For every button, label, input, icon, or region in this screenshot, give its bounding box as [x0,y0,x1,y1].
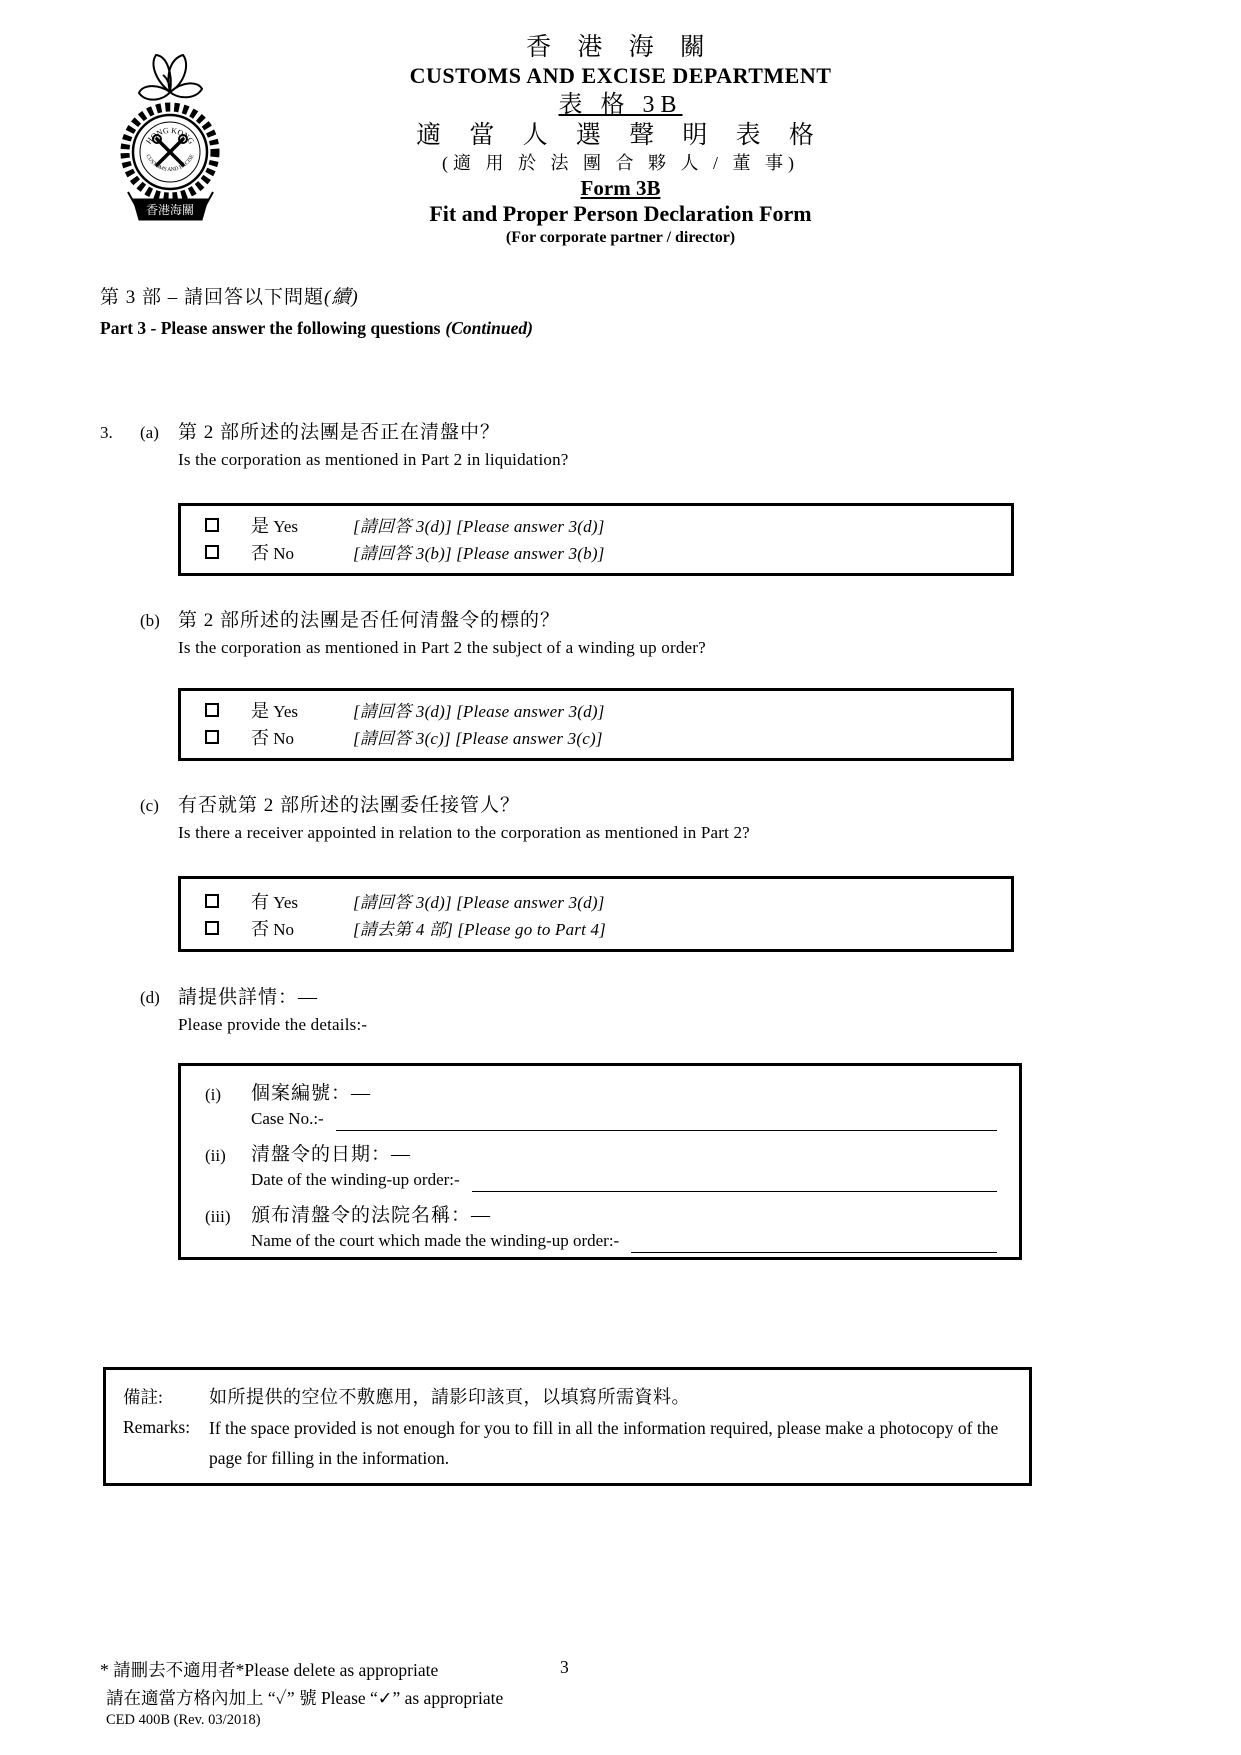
checkbox-3b-yes[interactable] [205,703,219,717]
checkbox-3c-yes[interactable] [205,894,219,908]
question-3d-label: (d) [140,988,160,1007]
logo-arc-bottom-text: CUSTOMS AND EXCISE [144,153,196,174]
question-3a [100,419,980,473]
form-reference: CED 400B (Rev. 03/2018) [106,1712,261,1728]
part3-heading [100,283,533,343]
option-3c-no: 否 No [請去第 4 部] [Please go to Part 4] [181,916,1011,943]
question-3a-zh: 第 2 部所述的法團是否正在清盤中？ [178,422,501,443]
option-3c-yes: 有 Yes [請回答 3(d)] [Please answer 3(d)] [181,889,1011,916]
question-number: 3. [100,423,113,442]
answer-box-3c [178,876,1014,952]
court-name-input[interactable] [631,1232,997,1253]
court-name-label-en: Name of the court which made the winding-up order:- [251,1231,620,1250]
form-header [0,34,1241,249]
question-3c-label: (c) [140,796,159,815]
row-number: (ii) [205,1146,226,1165]
remarks-label-en: Remarks: [123,1417,191,1437]
row-number: (i) [205,1085,222,1104]
footnote-delete: * 請刪去不適用者*Please delete as appropriate [100,1660,439,1680]
details-row-court-name [205,1203,997,1253]
question-3b-label: (b) [140,611,160,630]
question-3d-en: Please provide the details:- [178,1015,368,1034]
page-number: 3 [560,1657,569,1677]
checkbox-3c-no[interactable] [205,921,219,935]
case-no-label-zh: 個案編號：— [251,1083,372,1104]
question-3c-en: Is there a receiver appointed in relation to the corporation as mentioned in Part 2? [178,823,750,842]
question-3a-en: Is the corporation as mentioned in Part 2 in liquidation? [178,450,569,469]
logo-arc-top-text: HONG KONG [144,125,196,146]
answer-box-3a [178,503,1014,576]
option-3a-no: 否 No [請回答 3(b)] [Please answer 3(b)] [181,540,1011,567]
question-3d-zh: 請提供詳情：— [178,987,319,1008]
remarks-box [103,1367,1032,1486]
dept-name-zh: 香 港 海 關 [526,34,715,61]
form-title-zh: 適 當 人 選 聲 明 表 格 [416,122,825,149]
question-3a-label: (a) [140,423,159,442]
form-number-zh: 表 格 3B [558,92,683,118]
remarks-text-en: If the space provided is not enough for you to fill in all the information required, please make a photocopy of the page for filling in the information. [209,1418,999,1468]
form-subtitle-zh: (適 用 於 法 團 合 夥 人 / 董 事) [442,153,799,173]
checkbox-3b-no[interactable] [205,730,219,744]
form-title-en: Fit and Proper Person Declaration Form [429,201,812,226]
footnote-tick: 請在適當方格內加上 “✓” 號 Please “✓” as appropriate [106,1688,504,1708]
winding-up-date-input[interactable] [472,1171,997,1192]
order-date-label-en: Date of the winding-up order:- [251,1170,460,1189]
court-name-label-zh: 頒布清盤令的法院名稱：— [251,1205,492,1226]
part3-heading-zh: 第 3 部 – 請回答以下問題(續) [100,287,359,308]
checkbox-3a-no[interactable] [205,545,219,559]
form-subtitle-en: (For corporate partner / director) [505,229,736,246]
case-no-input[interactable] [336,1110,997,1131]
details-row-case-no [205,1081,997,1131]
order-date-label-zh: 清盤令的日期：— [251,1144,412,1165]
option-3a-yes: 是 Yes [請回答 3(d)] [Please answer 3(d)] [181,513,1011,540]
answer-box-3b [178,688,1014,761]
question-3b-en: Is the corporation as mentioned in Part 2 the subject of a winding up order? [178,638,706,657]
details-box [178,1063,1022,1260]
remarks-label-zh: 備註: [123,1387,163,1407]
option-3b-no: 否 No [請回答 3(c)] [Please answer 3(c)] [181,725,1011,752]
remarks-text-zh: 如所提供的空位不敷應用，請影印該頁，以填寫所需資料。 [209,1387,690,1407]
dept-name-en: CUSTOMS AND EXCISE DEPARTMENT [409,63,832,88]
logo-banner-text: 香港海關 [145,203,195,217]
case-no-label-en: Case No.:- [251,1109,324,1128]
part3-heading-en: Part 3 - Please answer the following questions (Continued) [100,318,533,338]
question-3d [140,984,980,1038]
option-3b-yes: 是 Yes [請回答 3(d)] [Please answer 3(d)] [181,698,1011,725]
question-3b-zh: 第 2 部所述的法團是否任何清盤令的標的？ [178,610,561,631]
checkbox-3a-yes[interactable] [205,518,219,532]
details-row-order-date [205,1142,997,1192]
form-number-en: Form 3B [580,176,661,200]
question-3b [140,607,980,661]
row-number: (iii) [205,1207,231,1226]
question-3c [140,792,980,846]
question-3c-zh: 有否就第 2 部所述的法團委任接管人？ [178,795,521,816]
